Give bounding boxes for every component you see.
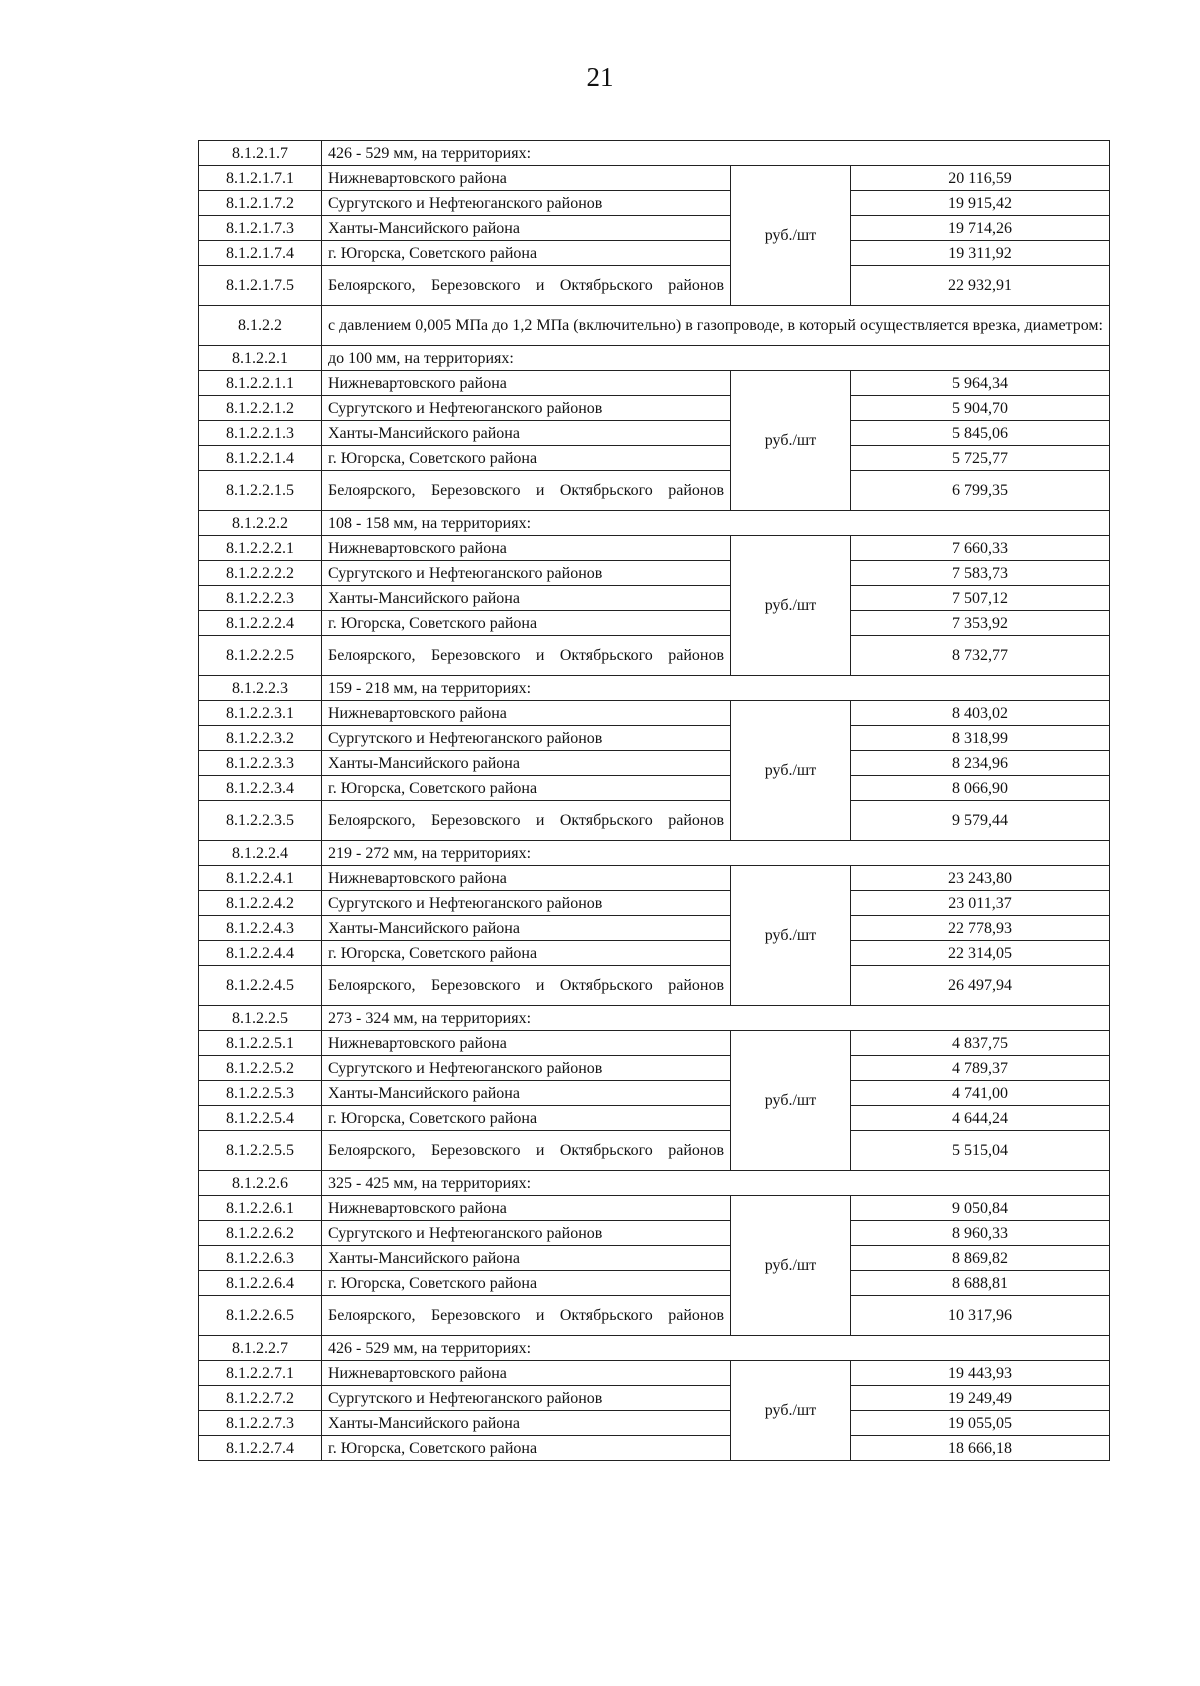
price-cell: 4 837,75 — [851, 1031, 1110, 1056]
group-header-row — [199, 346, 1110, 371]
unit-cell: руб./шт — [731, 536, 851, 676]
row-territory: Сургутского и Нефтеюганского районов — [322, 1056, 731, 1081]
group-header-row — [199, 676, 1110, 701]
row-code: 8.1.2.1.7.5 — [199, 266, 322, 306]
row-title: 325 - 425 мм, на территориях: — [322, 1171, 1110, 1196]
table-row — [199, 1131, 1110, 1171]
price-cell: 19 249,49 — [851, 1386, 1110, 1411]
row-title: с давлением 0,005 МПа до 1,2 МПа (включительно) в газопроводе, в который осуществляется врезка, диаметром: — [322, 306, 1110, 346]
row-code: 8.1.2.2.6.1 — [199, 1196, 322, 1221]
price-cell: 8 869,82 — [851, 1246, 1110, 1271]
table-row — [199, 1081, 1110, 1106]
row-title: 159 - 218 мм, на территориях: — [322, 676, 1110, 701]
row-code: 8.1.2.2.3 — [199, 676, 322, 701]
price-cell: 5 515,04 — [851, 1131, 1110, 1171]
unit-cell: руб./шт — [731, 866, 851, 1006]
row-territory: Сургутского и Нефтеюганского районов — [322, 726, 731, 751]
row-territory: Ханты-Мансийского района — [322, 1411, 731, 1436]
row-territory: Белоярского, Березовского и Октябрьского районов — [322, 266, 731, 306]
price-cell: 20 116,59 — [851, 166, 1110, 191]
row-territory: г. Югорска, Советского района — [322, 446, 731, 471]
row-territory: г. Югорска, Советского района — [322, 611, 731, 636]
table-row — [199, 1246, 1110, 1271]
row-code: 8.1.2.2.1.3 — [199, 421, 322, 446]
table-row — [199, 726, 1110, 751]
row-territory: Нижневартовского района — [322, 1196, 731, 1221]
group-header-row — [199, 511, 1110, 536]
row-code: 8.1.2.1.7.2 — [199, 191, 322, 216]
row-territory: Нижневартовского района — [322, 166, 731, 191]
row-territory: г. Югорска, Советского района — [322, 1271, 731, 1296]
price-cell: 8 318,99 — [851, 726, 1110, 751]
row-code: 8.1.2.2.1 — [199, 346, 322, 371]
table-row — [199, 1361, 1110, 1386]
row-territory: Белоярского, Березовского и Октябрьского районов — [322, 1131, 731, 1171]
row-territory: Нижневартовского района — [322, 536, 731, 561]
row-code: 8.1.2.2.5 — [199, 1006, 322, 1031]
row-title: до 100 мм, на территориях: — [322, 346, 1110, 371]
row-code: 8.1.2.2.4.4 — [199, 941, 322, 966]
row-code: 8.1.2.2.4.5 — [199, 966, 322, 1006]
row-code: 8.1.2.2.4.3 — [199, 916, 322, 941]
price-cell: 19 714,26 — [851, 216, 1110, 241]
row-territory: Сургутского и Нефтеюганского районов — [322, 561, 731, 586]
row-code: 8.1.2.2.6.2 — [199, 1221, 322, 1246]
tariff-table-body — [199, 141, 1110, 1461]
row-code: 8.1.2.2.2.5 — [199, 636, 322, 676]
price-cell: 5 845,06 — [851, 421, 1110, 446]
row-code: 8.1.2.2.3.5 — [199, 801, 322, 841]
row-territory: г. Югорска, Советского района — [322, 941, 731, 966]
group-header-row — [199, 141, 1110, 166]
row-code: 8.1.2.2.3.3 — [199, 751, 322, 776]
row-code: 8.1.2.2.2.2 — [199, 561, 322, 586]
table-row — [199, 1221, 1110, 1246]
table-row — [199, 396, 1110, 421]
table-row — [199, 166, 1110, 191]
table-row — [199, 1056, 1110, 1081]
table-row — [199, 801, 1110, 841]
table-row — [199, 421, 1110, 446]
table-row — [199, 776, 1110, 801]
price-cell: 4 644,24 — [851, 1106, 1110, 1131]
row-territory: Ханты-Мансийского района — [322, 1246, 731, 1271]
table-row — [199, 1106, 1110, 1131]
unit-cell: руб./шт — [731, 1361, 851, 1461]
price-cell: 5 904,70 — [851, 396, 1110, 421]
price-cell: 8 960,33 — [851, 1221, 1110, 1246]
price-cell: 8 234,96 — [851, 751, 1110, 776]
row-territory: Сургутского и Нефтеюганского районов — [322, 1221, 731, 1246]
price-cell: 9 579,44 — [851, 801, 1110, 841]
row-code: 8.1.2.2.4.2 — [199, 891, 322, 916]
price-cell: 7 507,12 — [851, 586, 1110, 611]
table-row — [199, 636, 1110, 676]
table-row — [199, 1196, 1110, 1221]
row-code: 8.1.2.2.6.4 — [199, 1271, 322, 1296]
price-cell: 8 403,02 — [851, 701, 1110, 726]
price-cell: 4 789,37 — [851, 1056, 1110, 1081]
row-code: 8.1.2.2.4 — [199, 841, 322, 866]
row-code: 8.1.2.2.7.3 — [199, 1411, 322, 1436]
price-cell: 23 243,80 — [851, 866, 1110, 891]
row-code: 8.1.2.2.3.4 — [199, 776, 322, 801]
row-code: 8.1.2.2.1.2 — [199, 396, 322, 421]
table-row — [199, 866, 1110, 891]
table-row — [199, 916, 1110, 941]
row-territory: Ханты-Мансийского района — [322, 586, 731, 611]
row-territory: Сургутского и Нефтеюганского районов — [322, 191, 731, 216]
row-territory: Ханты-Мансийского района — [322, 1081, 731, 1106]
table-row — [199, 471, 1110, 511]
row-code: 8.1.2.2.1.5 — [199, 471, 322, 511]
price-cell: 8 732,77 — [851, 636, 1110, 676]
unit-cell: руб./шт — [731, 1196, 851, 1336]
group-header-row — [199, 1006, 1110, 1031]
table-row — [199, 1411, 1110, 1436]
table-row — [199, 611, 1110, 636]
row-territory: Ханты-Мансийского района — [322, 421, 731, 446]
price-cell: 7 353,92 — [851, 611, 1110, 636]
row-territory: Нижневартовского района — [322, 1361, 731, 1386]
table-row — [199, 1271, 1110, 1296]
row-code: 8.1.2.2.7 — [199, 1336, 322, 1361]
row-territory: г. Югорска, Советского района — [322, 1436, 731, 1461]
row-code: 8.1.2.2.2 — [199, 511, 322, 536]
row-territory: Нижневартовского района — [322, 1031, 731, 1056]
table-row — [199, 891, 1110, 916]
row-territory: Белоярского, Березовского и Октябрьского районов — [322, 801, 731, 841]
section-row — [199, 306, 1110, 346]
price-cell: 5 725,77 — [851, 446, 1110, 471]
table-row — [199, 751, 1110, 776]
table-row — [199, 1296, 1110, 1336]
row-territory: Нижневартовского района — [322, 371, 731, 396]
row-territory: Нижневартовского района — [322, 701, 731, 726]
row-title: 219 - 272 мм, на территориях: — [322, 841, 1110, 866]
row-title: 108 - 158 мм, на территориях: — [322, 511, 1110, 536]
price-cell: 19 915,42 — [851, 191, 1110, 216]
row-territory: Белоярского, Березовского и Октябрьского районов — [322, 471, 731, 511]
table-row — [199, 561, 1110, 586]
row-title: 273 - 324 мм, на территориях: — [322, 1006, 1110, 1031]
unit-cell: руб./шт — [731, 166, 851, 306]
table-row — [199, 966, 1110, 1006]
row-territory: г. Югорска, Советского района — [322, 241, 731, 266]
table-row — [199, 536, 1110, 561]
table-row — [199, 241, 1110, 266]
row-title: 426 - 529 мм, на территориях: — [322, 1336, 1110, 1361]
row-code: 8.1.2.2 — [199, 306, 322, 346]
table-row — [199, 446, 1110, 471]
row-code: 8.1.2.2.7.1 — [199, 1361, 322, 1386]
row-code: 8.1.2.2.6.5 — [199, 1296, 322, 1336]
unit-cell: руб./шт — [731, 371, 851, 511]
unit-cell: руб./шт — [731, 1031, 851, 1171]
table-row — [199, 1436, 1110, 1461]
row-territory: Сургутского и Нефтеюганского районов — [322, 891, 731, 916]
price-cell: 23 011,37 — [851, 891, 1110, 916]
row-territory: Белоярского, Березовского и Октябрьского районов — [322, 966, 731, 1006]
table-row — [199, 371, 1110, 396]
table-row — [199, 216, 1110, 241]
row-code: 8.1.2.2.2.3 — [199, 586, 322, 611]
row-code: 8.1.2.2.3.2 — [199, 726, 322, 751]
row-code: 8.1.2.2.1.4 — [199, 446, 322, 471]
table-row — [199, 701, 1110, 726]
table-row — [199, 941, 1110, 966]
row-code: 8.1.2.1.7.3 — [199, 216, 322, 241]
row-code: 8.1.2.2.5.5 — [199, 1131, 322, 1171]
price-cell: 8 066,90 — [851, 776, 1110, 801]
price-cell: 5 964,34 — [851, 371, 1110, 396]
row-code: 8.1.2.2.6 — [199, 1171, 322, 1196]
row-code: 8.1.2.2.3.1 — [199, 701, 322, 726]
table-row — [199, 191, 1110, 216]
row-territory: Нижневартовского района — [322, 866, 731, 891]
row-code: 8.1.2.1.7 — [199, 141, 322, 166]
row-code: 8.1.2.2.5.4 — [199, 1106, 322, 1131]
price-cell: 4 741,00 — [851, 1081, 1110, 1106]
row-territory: г. Югорска, Советского района — [322, 1106, 731, 1131]
row-code: 8.1.2.2.2.4 — [199, 611, 322, 636]
price-cell: 7 583,73 — [851, 561, 1110, 586]
table-row — [199, 266, 1110, 306]
row-territory: Ханты-Мансийского района — [322, 916, 731, 941]
row-code: 8.1.2.2.5.1 — [199, 1031, 322, 1056]
row-territory: Белоярского, Березовского и Октябрьского районов — [322, 1296, 731, 1336]
row-code: 8.1.2.2.1.1 — [199, 371, 322, 396]
page-number: 21 — [586, 62, 614, 92]
table-row — [199, 1386, 1110, 1411]
group-header-row — [199, 1336, 1110, 1361]
price-cell: 19 311,92 — [851, 241, 1110, 266]
group-header-row — [199, 841, 1110, 866]
row-code: 8.1.2.2.4.1 — [199, 866, 322, 891]
price-cell: 19 443,93 — [851, 1361, 1110, 1386]
row-code: 8.1.2.2.5.2 — [199, 1056, 322, 1081]
price-cell: 6 799,35 — [851, 471, 1110, 511]
row-territory: Сургутского и Нефтеюганского районов — [322, 1386, 731, 1411]
row-territory: Белоярского, Березовского и Октябрьского районов — [322, 636, 731, 676]
row-code: 8.1.2.2.7.2 — [199, 1386, 322, 1411]
price-cell: 26 497,94 — [851, 966, 1110, 1006]
price-cell: 22 314,05 — [851, 941, 1110, 966]
row-code: 8.1.2.1.7.4 — [199, 241, 322, 266]
tariff-table — [198, 140, 1110, 1461]
price-cell: 8 688,81 — [851, 1271, 1110, 1296]
price-cell: 10 317,96 — [851, 1296, 1110, 1336]
row-code: 8.1.2.2.2.1 — [199, 536, 322, 561]
row-territory: Сургутского и Нефтеюганского районов — [322, 396, 731, 421]
unit-cell: руб./шт — [731, 701, 851, 841]
price-cell: 18 666,18 — [851, 1436, 1110, 1461]
group-header-row — [199, 1171, 1110, 1196]
price-cell: 22 778,93 — [851, 916, 1110, 941]
price-cell: 19 055,05 — [851, 1411, 1110, 1436]
row-code: 8.1.2.2.6.3 — [199, 1246, 322, 1271]
price-cell: 9 050,84 — [851, 1196, 1110, 1221]
row-code: 8.1.2.2.7.4 — [199, 1436, 322, 1461]
row-code: 8.1.2.2.5.3 — [199, 1081, 322, 1106]
row-territory: Ханты-Мансийского района — [322, 751, 731, 776]
row-territory: Ханты-Мансийского района — [322, 216, 731, 241]
table-row — [199, 1031, 1110, 1056]
row-title: 426 - 529 мм, на территориях: — [322, 141, 1110, 166]
table-row — [199, 586, 1110, 611]
row-code: 8.1.2.1.7.1 — [199, 166, 322, 191]
row-territory: г. Югорска, Советского района — [322, 776, 731, 801]
price-cell: 22 932,91 — [851, 266, 1110, 306]
price-cell: 7 660,33 — [851, 536, 1110, 561]
